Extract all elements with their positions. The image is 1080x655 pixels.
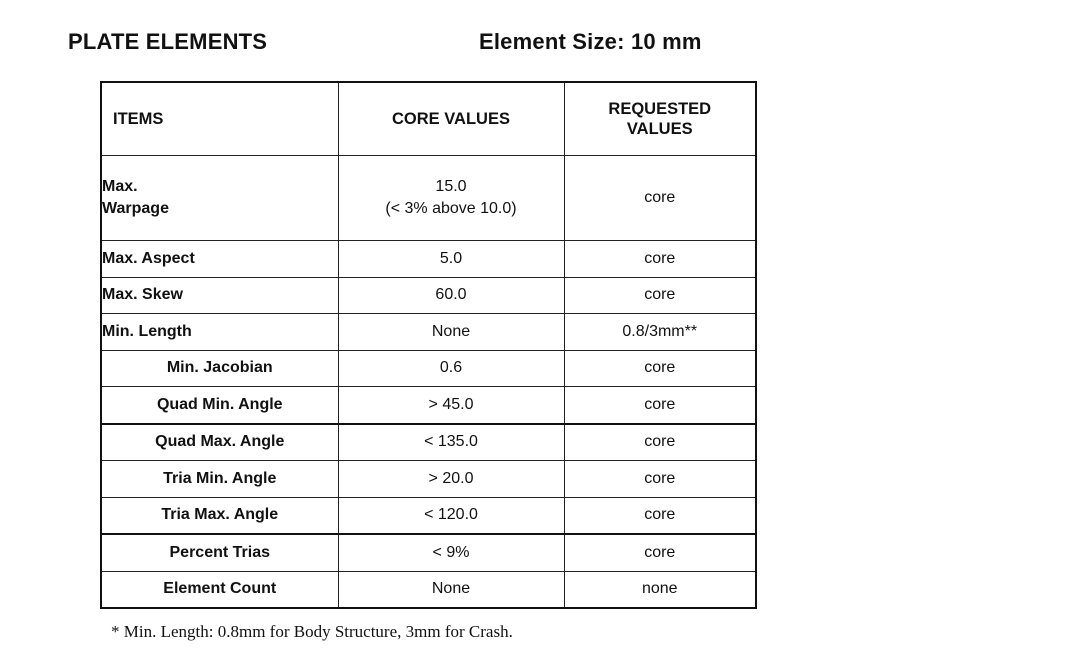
column-header-requested-values: [564, 82, 756, 156]
table-row: [101, 461, 756, 498]
row-item: Max. Skew: [101, 277, 338, 314]
row-core-value: None: [338, 314, 564, 351]
column-header-requested-line1: REQUESTED: [608, 100, 712, 118]
row-requested-value: core: [564, 461, 756, 498]
table-header-row: [101, 82, 756, 156]
row-item-line1: Max.: [102, 178, 138, 195]
table-row: [101, 241, 756, 278]
row-core-value: > 20.0: [338, 461, 564, 498]
row-item: Quad Min. Angle: [101, 387, 338, 424]
row-requested-value: core: [564, 424, 756, 461]
row-item-line2: Warpage: [102, 200, 169, 217]
table-row: [101, 497, 756, 534]
table-row: [101, 571, 756, 608]
row-core-value: > 45.0: [338, 387, 564, 424]
row-item: Tria Max. Angle: [101, 497, 338, 534]
footnote: * Min. Length: 0.8mm for Body Structure, 3mm for Crash.: [111, 622, 513, 641]
row-core-value: < 120.0: [338, 497, 564, 534]
row-requested-value: core: [564, 534, 756, 571]
row-core-value: < 135.0: [338, 424, 564, 461]
row-item: Min. Length: [101, 314, 338, 351]
row-core-value: 0.6: [338, 350, 564, 387]
row-requested-value: core: [564, 350, 756, 387]
column-header-items: ITEMS: [101, 82, 338, 156]
column-header-requested-line2: VALUES: [626, 120, 693, 138]
row-item: Quad Max. Angle: [101, 424, 338, 461]
row-requested-value: core: [564, 387, 756, 424]
table-row: [101, 534, 756, 571]
row-requested-value: 0.8/3mm**: [564, 314, 756, 351]
row-item: Max. Aspect: [101, 241, 338, 278]
column-header-core-values: CORE VALUES: [338, 82, 564, 156]
row-item: Percent Trias: [101, 534, 338, 571]
row-core-value: 60.0: [338, 277, 564, 314]
row-core-value: [338, 156, 564, 241]
row-requested-value: core: [564, 497, 756, 534]
row-item: [101, 156, 338, 241]
table-row: [101, 156, 756, 241]
table-row: [101, 350, 756, 387]
element-size-label: Element Size: 10 mm: [479, 29, 702, 54]
plate-elements-table: [100, 81, 757, 609]
row-core-value: < 9%: [338, 534, 564, 571]
row-item: Tria Min. Angle: [101, 461, 338, 498]
page-title: PLATE ELEMENTS: [68, 29, 268, 54]
row-item: Element Count: [101, 571, 338, 608]
row-core-value: 5.0: [338, 241, 564, 278]
row-requested-value: core: [564, 156, 756, 241]
row-item: Min. Jacobian: [101, 350, 338, 387]
row-core-line1: 15.0: [435, 178, 467, 195]
table-row: [101, 387, 756, 424]
row-core-line2: (< 3% above 10.0): [385, 200, 517, 217]
table-row: [101, 314, 756, 351]
row-core-value: None: [338, 571, 564, 608]
row-requested-value: core: [564, 241, 756, 278]
table-row: [101, 424, 756, 461]
table-row: [101, 277, 756, 314]
row-requested-value: core: [564, 277, 756, 314]
row-requested-value: none: [564, 571, 756, 608]
